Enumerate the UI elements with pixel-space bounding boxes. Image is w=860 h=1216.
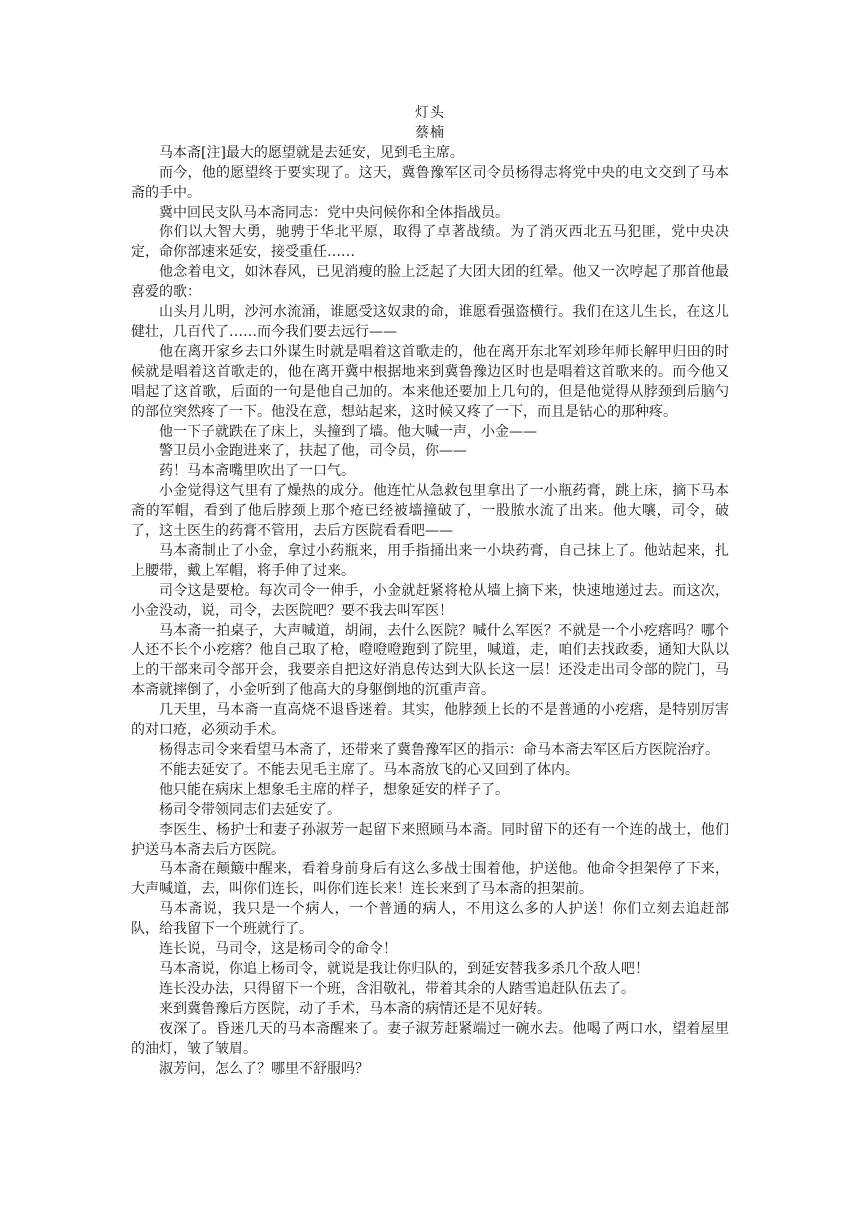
song-lyrics: 山头月儿明，沙河水流涌，谁愿受这奴隶的命，谁愿看强盗横行。我们在这儿生长，在这儿健壮，几百代了……而今我们要去远行——: [131, 304, 729, 340]
paragraph: 他在离开家乡去口外谋生时就是唱着这首歌走的，他在离开东北军刘珍年师长解甲归田的时候就是唱着这首歌走的，他在离开冀中根据地来到冀鲁豫边区时也是唱着这首歌来的。而今他又唱起了这首歌，后面的一句是他自己加的。本来他还要加上几句的，但是他觉得从脖颈到后脑勺的部位突然疼了一下。他没在意，想站起来，这时候又疼了一下，而且是钻心的那种疼。: [131, 343, 729, 420]
paragraph: 连长没办法，只得留下一个班，含泪敬礼，带着其余的人踏雪追赶队伍去了。: [159, 980, 635, 997]
paragraph: 连长说，马司令，这是杨司令的命令！: [159, 941, 397, 958]
paragraph: 来到冀鲁豫后方医院，动了手术，马本斋的病情还是不见好转。: [159, 1000, 551, 1017]
paragraph: 杨得志司令来看望马本斋了，还带来了冀鲁豫军区的指示：命马本斋去军区后方医院治疗。: [159, 742, 719, 758]
article-author: 蔡楠: [415, 124, 445, 141]
paragraph: 马本斋一拍桌子，大声喊道，胡闹，去什么医院？喊什么军医？不就是一个小疙瘩吗？哪个人还不长个小疙瘩？他自己取了枪，噔噔噔跑到了院里，喊道，走，咱们去找政委，通知大队以上的干部来司令部开会，我要亲自把这好消息传达到大队长这一层！还没走出司令部的院门，马本斋就摔倒了，小金听到了他高大的身躯倒地的沉重声音。: [131, 622, 729, 699]
paragraph: 马本斋制止了小金，拿过小药瓶来，用手指捅出来一小块药膏，自己抹上了。他站起来，扎上腰带，戴上军帽，将手伸了过来。: [131, 542, 729, 579]
paragraph: 淑芳问，怎么了？哪里不舒服吗？: [159, 1060, 369, 1077]
paragraph: 他一下子就跌在了床上，头撞到了墙。他大喊一声，小金——: [159, 423, 537, 440]
paragraph: 药！马本斋嘴里吹出了一口气。: [159, 463, 355, 480]
paragraph: 不能去延安了。不能去见毛主席了。马本斋放飞的心又回到了体内。: [159, 761, 579, 778]
paragraph: 马本斋[注]最大的愿望就是去延安，见到毛主席。: [159, 144, 464, 161]
paragraph: 冀中回民支队马本斋同志：党中央问候你和全体指战员。: [159, 204, 509, 221]
paragraph: 而今，他的愿望终于要实现了。这天，冀鲁豫军区司令员杨得志将党中央的电文交到了马本斋的手中。: [131, 164, 729, 201]
paragraph: 警卫员小金跑进来了，扶起了他，司令员，你——: [159, 443, 467, 460]
paragraph: 马本斋说，我只是一个病人，一个普通的病人，不用这么多的人护送！你们立刻去追赶部队，给我留下一个班就行了。: [131, 901, 729, 938]
paragraph: 他念着电文，如沐春风，已见消瘦的脸上泛起了大团大团的红晕。他又一次哼起了那首他最喜爱的歌：: [131, 264, 729, 301]
paragraph: 夜深了。昏迷几天的马本斋醒来了。妻子淑芳赶紧端过一碗水去。他喝了两口水，望着屋里的油灯，皱了皱眉。: [131, 1020, 729, 1057]
paragraph: 马本斋在颠簸中醒来，看着身前身后有这么多战士围着他，护送他。他命令担架停了下来，大声喊道，去，叫你们连长，叫你们连长来！连长来到了马本斋的担架前。: [131, 861, 729, 898]
article-title: 灯头: [415, 105, 445, 121]
paragraph: 他只能在病床上想象毛主席的样子，想象延安的样子了。: [159, 781, 509, 798]
paragraph: 你们以大智大勇，驰骋于华北平原，取得了卓著战绩。为了消灭西北五马犯匪，党中央决定，命你部速来延安，接受重任……: [131, 224, 729, 261]
paragraph: 几天里，马本斋一直高烧不退昏迷着。其实，他脖颈上长的不是普通的小疙瘩，是特别厉害的对口疮，必须动手术。: [131, 702, 729, 739]
paragraph: 李医生、杨护士和妻子孙淑芳一起留下来照顾马本斋。同时留下的还有一个连的战士，他们护送马本斋去后方医院。: [131, 821, 729, 858]
paragraph: 司令这是要枪。每次司令一伸手，小金就赶紧将枪从墙上摘下来，快速地递过去。而这次，小金没动，说，司令，去医院吧？要不我去叫军医！: [131, 582, 729, 619]
paragraph: 马本斋说，你追上杨司令，就说是我让你归队的，到延安替我多杀几个敌人吧！: [159, 960, 649, 977]
paragraph: 杨司令带领同志们去延安了。: [159, 801, 341, 818]
article-body: [131, 104, 729, 1079]
paragraph: 小金觉得这气里有了燥热的成分。他连忙从急救包里拿出了一小瓶药膏，跳上床，摘下马本斋的军帽，看到了他后脖颈上那个疮已经被墙撞破了，一股脓水流了出来。他大嚷，司令，破了，这土医生的药膏不管用，去后方医院看看吧——: [131, 483, 729, 540]
